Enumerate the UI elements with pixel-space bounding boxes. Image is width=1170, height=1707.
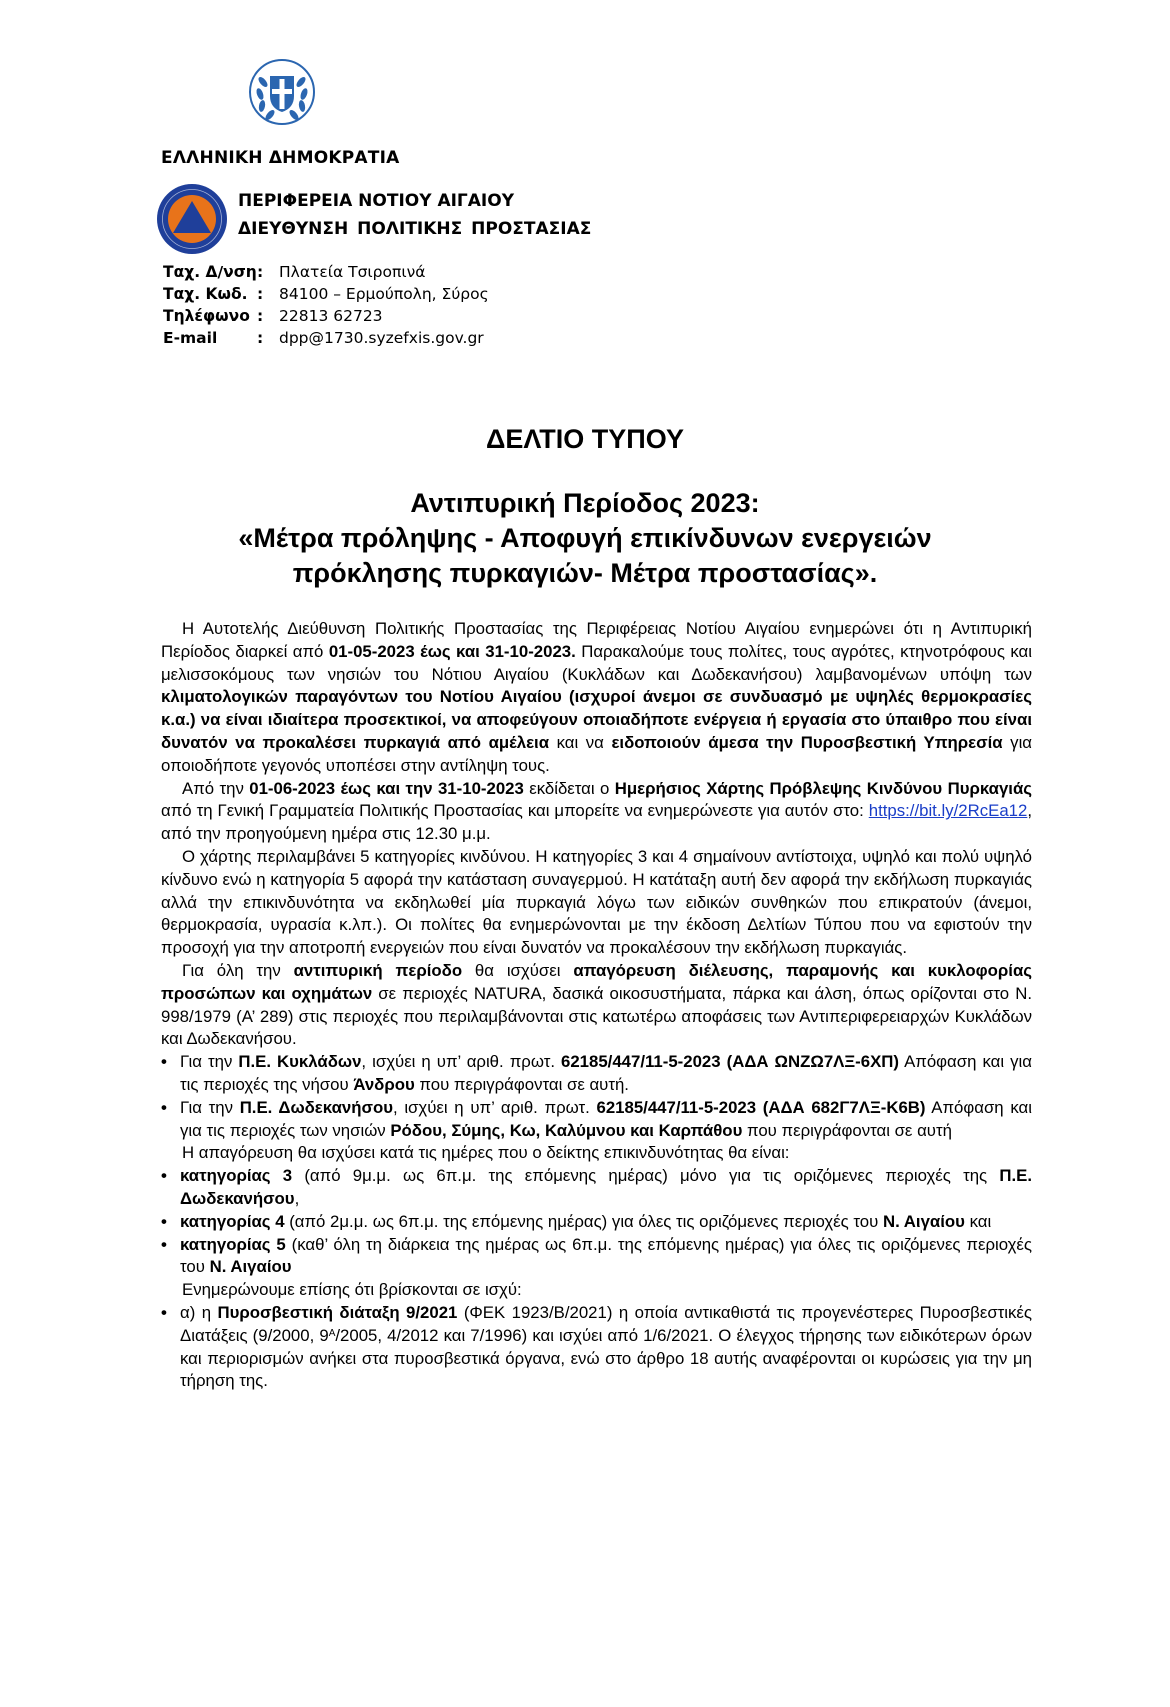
paragraph-risk-categories: Ο χάρτης περιλαμβάνει 5 κατηγορίες κινδύνου. Η κατηγορίες 3 και 4 σημαίνουν αντίστοιχα, υψηλό και πολύ υψηλό κίνδυνο ενώ η κατηγορία 5 αφορά την κατάσταση συναγερμού. Η κατάταξη αυτή δεν αφορά την εκδήλωση πυρκαγιάς αλλά την επικινδυνότητα να εκδηλωθεί μία πυρκαγιά λόγω των ειδικών συνθηκών που επικρατούν (άνεμοι, θερμοκρασία, υγρασία κ.λπ.). Οι πολίτες θα ενημερώνονται με την έκδοση Δελτίων Τύπου που να εφιστούν την προσοχή για την αποτροπή ενεργειών που είναι δυνατόν να προκαλέσουν την εκδήλωση πυρκαγιάς. <box>161 846 1032 958</box>
contact-label: E-mail <box>163 329 218 347</box>
list-item-category-3: • κατηγορίας 3 (από 9μ.μ. ως 6π.μ. της επόμενης ημέρας) μόνο για τις οριζόμενες περιοχές της Π.Ε. Δωδεκανήσου, <box>161 1165 1032 1211</box>
contact-separator: : <box>257 263 264 281</box>
contact-separator: : <box>257 307 264 325</box>
paragraph-risk-map: Από την 01-06-2023 έως και την 31-10-2023 εκδίδεται ο Ημερήσιος Χάρτης Πρόβλεψης Κινδύνου Πυρκαγιάς από τη Γενική Γραμματεία Πολιτικής Προστασίας και μπορείτε να ενημερώνεστε για αυτόν στο: https://bit.ly/2RcEa12, από την προηγούμενη ημέρα στις 12.30 μ.μ. <box>161 778 1033 844</box>
civil-protection-logo-icon <box>156 183 228 255</box>
contact-row-address <box>163 261 489 283</box>
list-item-category-4: • κατηγορίας 4 (από 2μ.μ. ως 6π.μ. της επόμενης ημέρας) για όλες τις οριζόμενες περιοχές του Ν. Αιγαίου και <box>161 1211 1032 1234</box>
directorate-name: ΔΙΕΥΘΥΝΣΗ ΠΟΛΙΤΙΚΗΣ ΠΡΟΣΤΑΣΙΑΣ <box>238 219 592 239</box>
document-title: ΔΕΛΤΙΟ ΤΥΠΟΥ <box>486 424 684 454</box>
contact-value: 22813 62723 <box>279 307 383 325</box>
republic-heading: ΕΛΛΗΝΙΚΗ ΔΗΜΟΚΡΑΤΙΑ <box>161 148 400 168</box>
greek-emblem-icon <box>248 58 316 126</box>
contact-separator: : <box>257 329 264 347</box>
paragraph-ban: Για όλη την αντιπυρική περίοδο θα ισχύσει απαγόρευση διέλευσης, παραμονής και κυκλοφορίας προσώπων και οχημάτων σε περιοχές NATURA, δασικά οικοσυστήματα, πάρκα και άλση, όπως ορίζονται στο Ν. 998/1979 (Α’ 289) στις περιοχές που περιλαμβάνονται στις κατωτέρω αποφάσεις των Αντιπεριφερειαρχών Κυκλάδων και Δωδεκανήσου. <box>161 960 1032 1049</box>
subtitle-line: Αντιπυρική Περίοδος 2023: <box>410 488 760 518</box>
list-item-cyclades: • Για την Π.Ε. Κυκλάδων, ισχύει η υπ’ αριθ. πρωτ. 62185/447/11-5-2023 (ΑΔΑ ΩΝΖΩ7ΛΞ-6ΧΠ) Απόφαση και για τις περιοχές της νήσου Άνδρου που περιγράφονται σε αυτή. <box>161 1051 1032 1097</box>
paragraph-fire-season: Η Αυτοτελής Διεύθυνση Πολιτικής Προστασίας της Περιφέρειας Νοτίου Αιγαίου ενημερώνει ότι η Αντιπυρική Περίοδος διαρκεί από 01-05-2023 έως και 31-10-2023. Παρακαλούμε τους πολίτες, τους αγρότες, κτηνοτρόφους και μελισσοκόμους των νησιών του Νότιου Αιγαίου (Κυκλάδων και Δωδεκανήσου) λαμβανομένων υπόψη των κλιματολογικών παραγόντων του Νοτίου Αιγαίου (ισχυροί άνεμοι σε συνδυασμό με υψηλές θερμοκρασίες κ.α.) να είναι ιδιαίτερα προσεκτικοί, να αποφεύγουν οποιαδήποτε ενέργεια ή εργασία στο ύπαιθρο που είναι δυνατόν να προκαλέσει πυρκαγιά από αμέλεια και να ειδοποιούν άμεσα την Πυροσβεστική Υπηρεσία για οποιοδήποτε γεγονός υποπέσει στην αντίληψη τους. <box>161 619 1032 775</box>
list-item-category-5: • κατηγορίας 5 (καθ’ όλη τη διάρκεια της ημέρας ως 6π.μ. της επόμενης ημέρας) για όλες τις οριζόμενες περιοχές του Ν. Αιγαίου <box>161 1234 1032 1280</box>
body-text <box>161 618 1032 1393</box>
contact-row-phone <box>163 305 489 327</box>
subtitle-line: «Μέτρα πρόληψης - Αποφυγή επικίνδυνων ενεργειών <box>238 523 932 553</box>
subtitle-line: πρόκλησης πυρκαγιών- Μέτρα προστασίας». <box>292 558 878 588</box>
region-name: ΠΕΡΙΦΕΡΕΙΑ ΝΟΤΙΟΥ ΑΙΓΑΙΟΥ <box>238 191 515 211</box>
contact-label: Ταχ. Δ/νση <box>163 263 257 281</box>
contact-value: 84100 – Ερμούπολη, Σύρος <box>279 285 489 303</box>
paragraph-in-force: Ενημερώνουμε επίσης ότι βρίσκονται σε ισχύ: <box>182 1280 522 1300</box>
list-item-fire-ordinance: • α) η Πυροσβεστική διάταξη 9/2021 (ΦΕΚ 1923/Β/2021) η οποία αντικαθιστά τις προγενέστερες Πυροσβεστικές Διατάξεις (9/2000, $9^A/2005$, 4/2012 και 7/1996) και ισχύει από 1/6/2021. Ο έλεγχος τήρησης των ειδικότερων όρων και περιορισμών ανήκει στα πυροσβεστικά όργανα, ενώ στο άρθρο 18 αυτής αναφέρονται οι κυρώσεις για την μη τήρηση της. <box>161 1302 1032 1393</box>
contact-block <box>163 261 489 349</box>
contact-label: Ταχ. Κωδ. <box>163 285 248 303</box>
contact-row-email <box>163 327 489 349</box>
contact-row-postcode <box>163 283 489 305</box>
risk-map-link[interactable]: https://bit.ly/2RcEa12 <box>868 801 1028 821</box>
contact-separator: : <box>257 285 264 303</box>
paragraph-ban-days: Η απαγόρευση θα ισχύσει κατά τις ημέρες που ο δείκτης επικινδυνότητας θα είναι: <box>182 1143 790 1163</box>
list-item-dodecanese: • Για την Π.Ε. Δωδεκανήσου, ισχύει η υπ’ αριθ. πρωτ. 62185/447/11-5-2023 (ΑΔΑ 682Γ7ΛΞ-Κ6Β) Απόφαση και για τις περιοχές των νησιών Ρόδου, Σύμης, Κω, Καλύμνου και Καρπάθου που περιγράφονται σε αυτή <box>161 1097 1032 1143</box>
document-subtitle <box>0 486 1170 591</box>
contact-value: dpp@1730.syzefxis.gov.gr <box>279 329 484 347</box>
contact-value: Πλατεία Τσιροπινά <box>279 263 426 281</box>
contact-label: Τηλέφωνο <box>163 307 250 325</box>
